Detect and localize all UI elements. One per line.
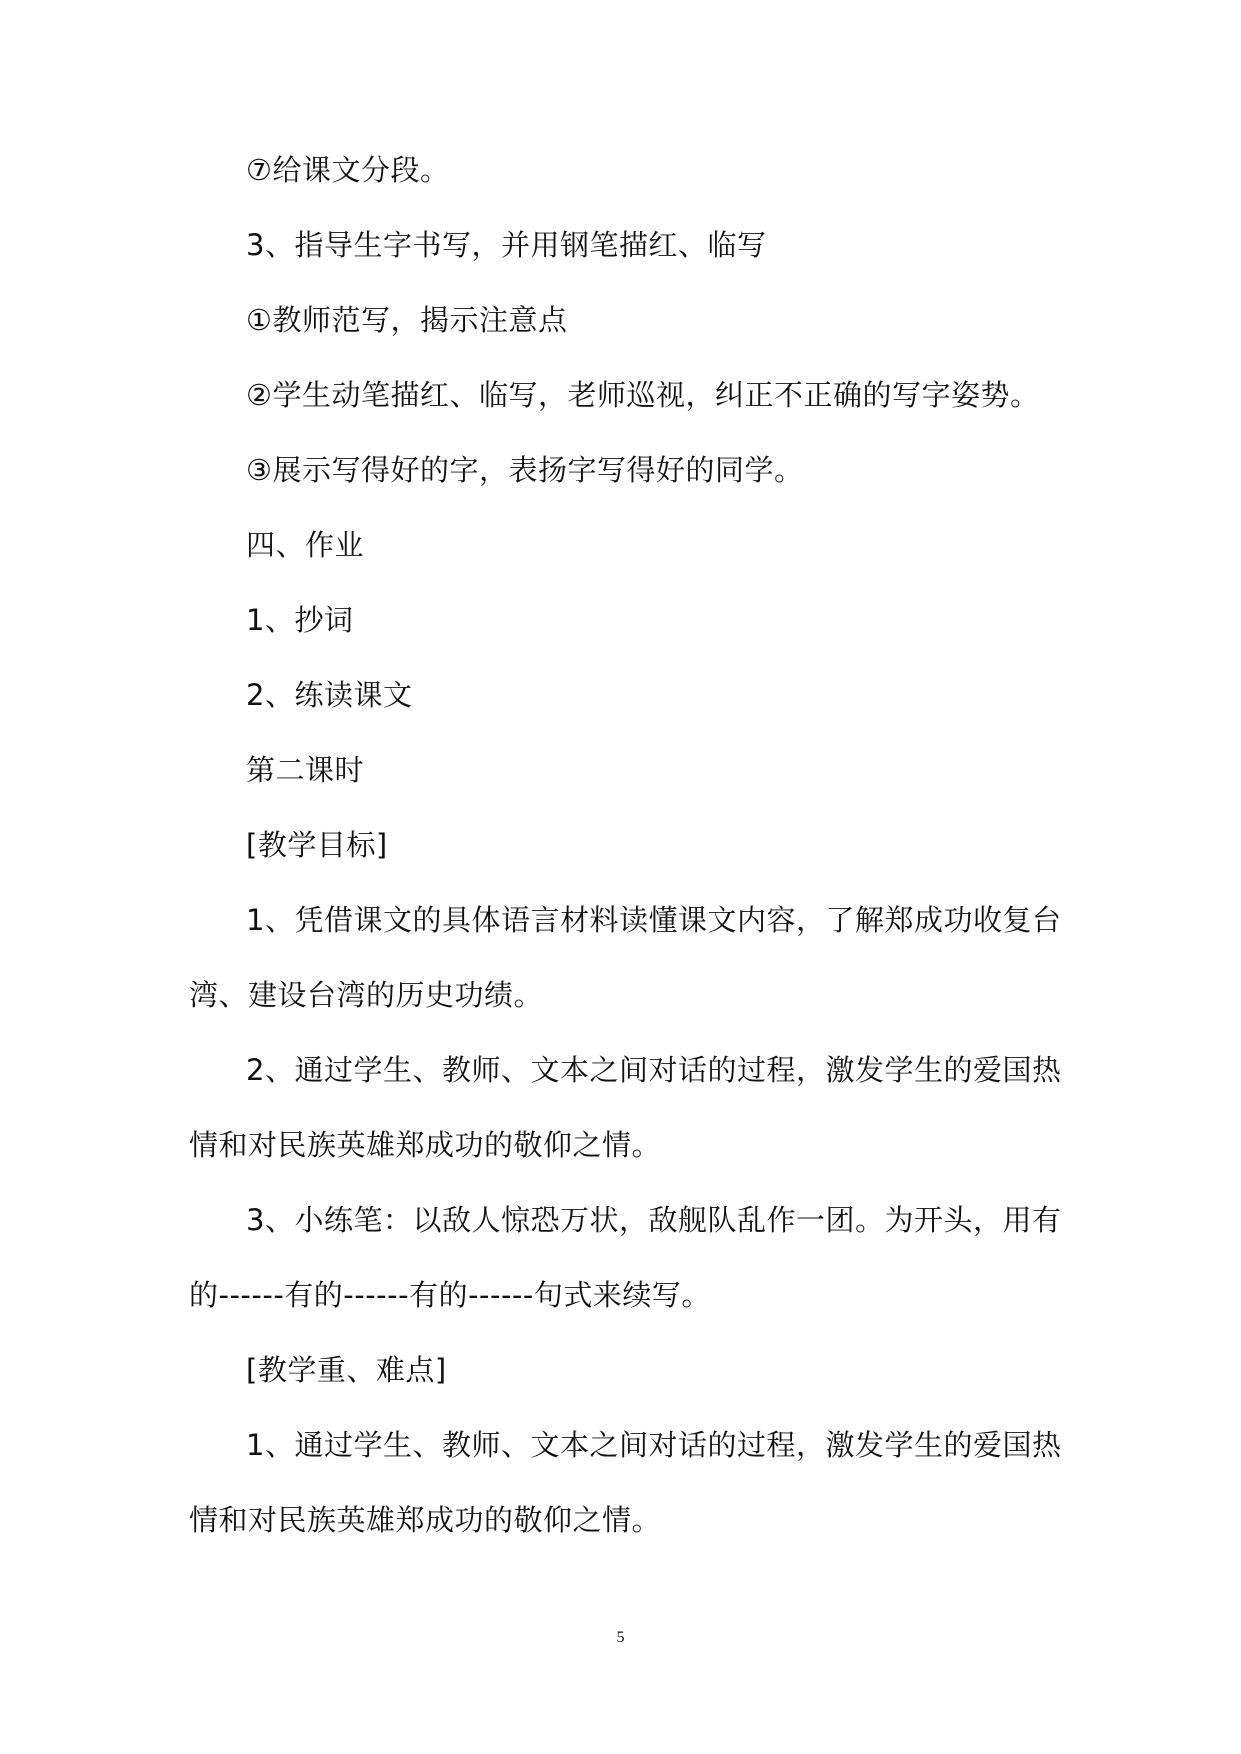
goal-1-line-1: 1、凭借课文的具体语言材料读懂课文内容，了解郑成功收复台: [246, 903, 1062, 937]
step-1-teacher-demo: ①教师范写，揭示注意点: [246, 303, 568, 337]
teaching-goals-heading: [教学目标]: [246, 828, 388, 862]
goal-2-line-1: 2、通过学生、教师、文本之间对话的过程，激发学生的爱国热: [246, 1053, 1062, 1087]
section-homework-heading: 四、作业: [246, 528, 365, 562]
key-points-heading: [教学重、难点]: [246, 1353, 447, 1387]
second-lesson-heading: 第二课时: [246, 753, 365, 787]
homework-item-2: 2、练读课文: [246, 678, 413, 712]
step-2-student-practice: ②学生动笔描红、临写，老师巡视，纠正不正确的写字姿势。: [246, 378, 1040, 412]
goal-1-line-2: 湾、建设台湾的历史功绩。: [189, 978, 544, 1012]
goal-2-line-2: 情和对民族英雄郑成功的敬仰之情。: [189, 1128, 662, 1162]
step-3-showcase: ③展示写得好的字，表扬字写得好的同学。: [246, 453, 804, 487]
homework-item-1: 1、抄词: [246, 603, 354, 637]
step-3-writing-guidance: 3、指导生字书写，并用钢笔描红、临写: [246, 228, 767, 262]
key-point-1-line-2: 情和对民族英雄郑成功的敬仰之情。: [189, 1503, 662, 1537]
step-7-divide-paragraphs: ⑦给课文分段。: [246, 153, 450, 187]
page-number: 5: [616, 1629, 625, 1646]
key-point-1-line-1: 1、通过学生、教师、文本之间对话的过程，激发学生的爱国热: [246, 1428, 1062, 1462]
goal-3-line-2: 的------有的------有的------句式来续写。: [189, 1278, 711, 1312]
goal-3-line-1: 3、小练笔：以敌人惊恐万状，敌舰队乱作一团。为开头，用有: [246, 1203, 1062, 1237]
